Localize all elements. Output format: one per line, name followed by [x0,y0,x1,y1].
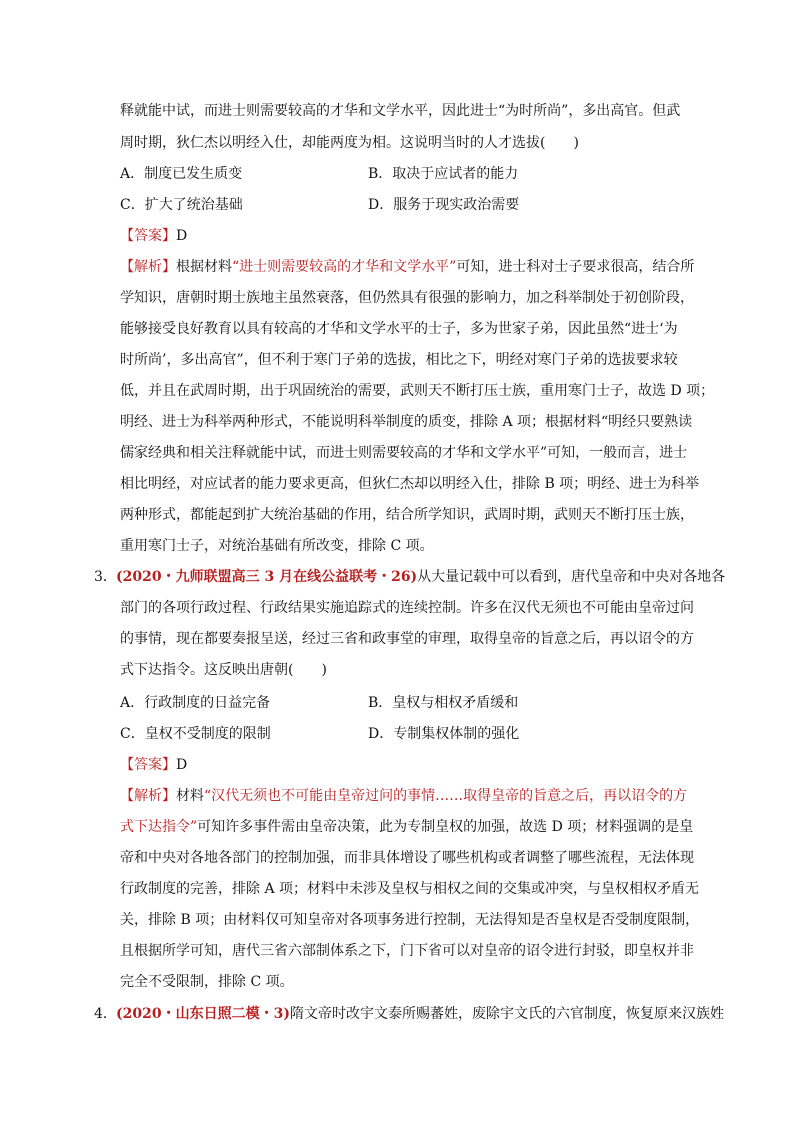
q2-analysis-line-1 [120,258,694,276]
q3-option-a: A．行政制度的日益完备 [120,695,271,711]
q3-stem-line-4: 式下达指令。这反映出唐朝( ) [120,662,327,678]
q3-stem-line-2: 部门的各项行政过程、行政结果实施追踪式的连续控制。许多在汉代无须也不可能由皇帝过问 [120,600,694,616]
q2-option-a: A．制度已发生质变 [120,166,243,182]
q2-answer-line [120,227,187,245]
q2-analysis-first-rest: 可知，进士科对士子要求很高，结合所 [456,259,695,275]
q3-answer-value: D [176,757,188,773]
q2-analysis-line-6: 明经、进士为科举两种形式，不能说明科举制度的质变，排除 A 项；根据材料“明经只要熟读 [120,414,693,430]
q2-answer-value: D [176,228,188,244]
q3-analysis-tag: 【解析】 [120,788,176,804]
q4-stem-line-1 [116,1005,724,1023]
q2-analysis-line-8: 相比明经，对应试者的能力要求更高，但狄仁杰却以明经入仕，排除 B 项；明经、进士为科举 [120,476,700,492]
q3-stem-first: 从大量记载中可以看到，唐代皇帝和中央对各地各 [417,569,726,585]
q3-analysis-line-4: 行政制度的完善，排除 A 项；材料中未涉及皇权与相权之间的交集或冲突，与皇权相权矛盾无 [120,881,700,897]
q3-answer-tag: 【答案】 [120,757,176,773]
q2-option-b: B．取决于应试者的能力 [368,166,519,182]
q2-analysis-lead: 根据材料 [176,259,232,275]
q3-number: 3． [94,569,117,585]
q4-stem-first: 隋文帝时改宇文泰所赐蕃姓，废除宇文氏的六官制度，恢复原来汉族姓 [289,1006,724,1022]
q3-analysis-line-3: 帝和中央对各地各部门的控制加强，而非具体增设了哪些机构或者调整了哪些流程，无法体现 [120,850,694,866]
q3-analysis-lead: 材料 [176,788,204,804]
q2-analysis-quote: “进士则需要较高的才华和文学水平” [232,259,457,275]
q2-analysis-line-7: 儒家经典和相关注释就能中试，而进士则需要较高的才华和文学水平”可知，一般而言，进士 [120,445,688,461]
q2-analysis-line-9: 两种形式，都能起到扩大统治基础的作用，结合所学知识，武周时期，武则天不断打压士族， [120,507,694,523]
q3-analysis-line-2 [120,818,693,836]
q2-option-d: D．服务于现实政治需要 [368,197,520,213]
q3-analysis-line-7: 完全不受限制，排除 C 项。 [120,974,294,990]
q2-analysis-line-5: 低，并且在武周时期，出于巩固统治的需要，武则天不断打压士族，重用寒门士子，故选 D 项； [120,383,715,399]
q3-answer-line [120,756,187,774]
q2-analysis-line-10: 重用寒门士子，对统治基础有所改变，排除 C 项。 [120,538,434,554]
q2-analysis-line-2: 学知识，唐朝时期士族地主虽然衰落，但仍然具有很强的影响力，加之科举制处于初创阶段， [120,290,694,306]
q2-answer-tag: 【答案】 [120,228,176,244]
q3-stem-line-3: 的事情，现在都要奏报呈送，经过三省和政事堂的审理，取得皇帝的旨意之后，再以诏令的方 [120,631,694,647]
q3-analysis-quote-1: “汉代无须也不可能由皇帝过问的事情……取得皇帝的旨意之后，再以诏令的方 [204,788,688,804]
q3-option-c: C．皇权不受制度的限制 [120,726,271,742]
q3-analysis-line-1 [120,787,687,805]
q3-option-d: D．专制集权体制的强化 [368,726,520,742]
q3-analysis-quote-2: 式下达指令” [120,819,198,835]
q2-stem-line-2: 周时期，狄仁杰以明经入仕，却能两度为相。这说明当时的人才选拔( ) [120,135,579,151]
q3-stem-line-1 [116,568,725,586]
q2-analysis-line-3: 能够接受良好教育以具有较高的才华和文学水平的士子，多为世家子弟，因此虽然“进士‘为 [120,321,678,337]
q3-analysis-second-rest: 可知许多事件需由皇帝决策，此为专制皇权的加强，故选 D 项；材料强调的是皇 [197,819,694,835]
q2-analysis-line-4: 时所尚’，多出高官”，但不利于寒门子弟的选拔，相比之下，明经对寒门子弟的选拔要求较 [120,352,678,368]
q3-source: (2020・九师联盟高三 3 月在线公益联考・26) [116,569,418,585]
q2-stem-line-1: 释就能中试，而进士则需要较高的才华和文学水平，因此进士“为时所尚”，多出高官。但武 [120,103,681,119]
q3-analysis-line-5: 关，排除 B 项；由材料仅可知皇帝对各项事务进行控制，无法得知是否皇权是否受制度限制， [120,912,700,928]
q2-option-c: C．扩大了统治基础 [120,197,243,213]
q4-number: 4． [94,1006,117,1022]
q2-analysis-tag: 【解析】 [120,259,176,275]
q4-source: (2020・山东日照二模・3) [116,1006,290,1022]
q3-option-b: B．皇权与相权矛盾缓和 [368,695,519,711]
q3-analysis-line-6: 且根据所学可知，唐代三省六部制体系之下，门下省可以对皇帝的诏令进行封驳，即皇权并非 [120,943,694,959]
